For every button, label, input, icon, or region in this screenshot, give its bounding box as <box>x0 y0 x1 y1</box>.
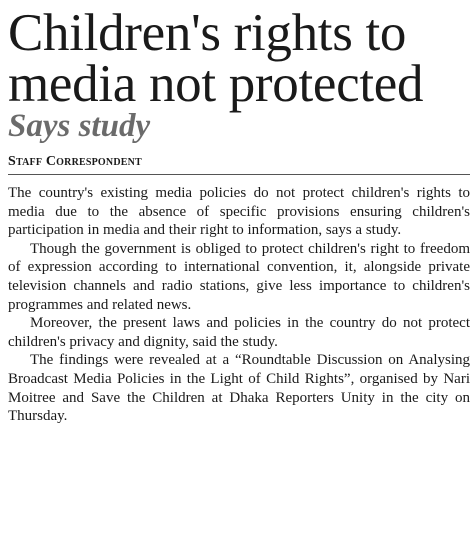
news-article <box>8 0 470 426</box>
headline: Children's rights to media not protected <box>8 4 424 113</box>
article-body <box>8 184 470 426</box>
subheadline: Says study <box>8 108 151 144</box>
paragraph-1: The country's existing media policies do not protect children's rights to media due to the absence of specific provisions ensuring children's participation in media and their right to information, says a study. <box>8 185 470 239</box>
byline: Staff Correspondent <box>8 154 470 175</box>
paragraph-2: Though the government is obliged to protect children's right to freedom of expression according to international convention, it, alongside private television channels and radio stations, give less importance to children's programmes and related news. <box>8 240 470 313</box>
paragraph-3: Moreover, the present laws and policies in the country do not protect children's privacy and dignity, said the study. <box>8 315 470 350</box>
paragraph-4: The findings were revealed at a “Roundtable Discussion on Analysing Broadcast Media Policies in the Light of Child Rights”, organised by Nari Moitree and Save the Children at Dhaka Reporters Unity in the city on Thursday. <box>8 352 470 425</box>
